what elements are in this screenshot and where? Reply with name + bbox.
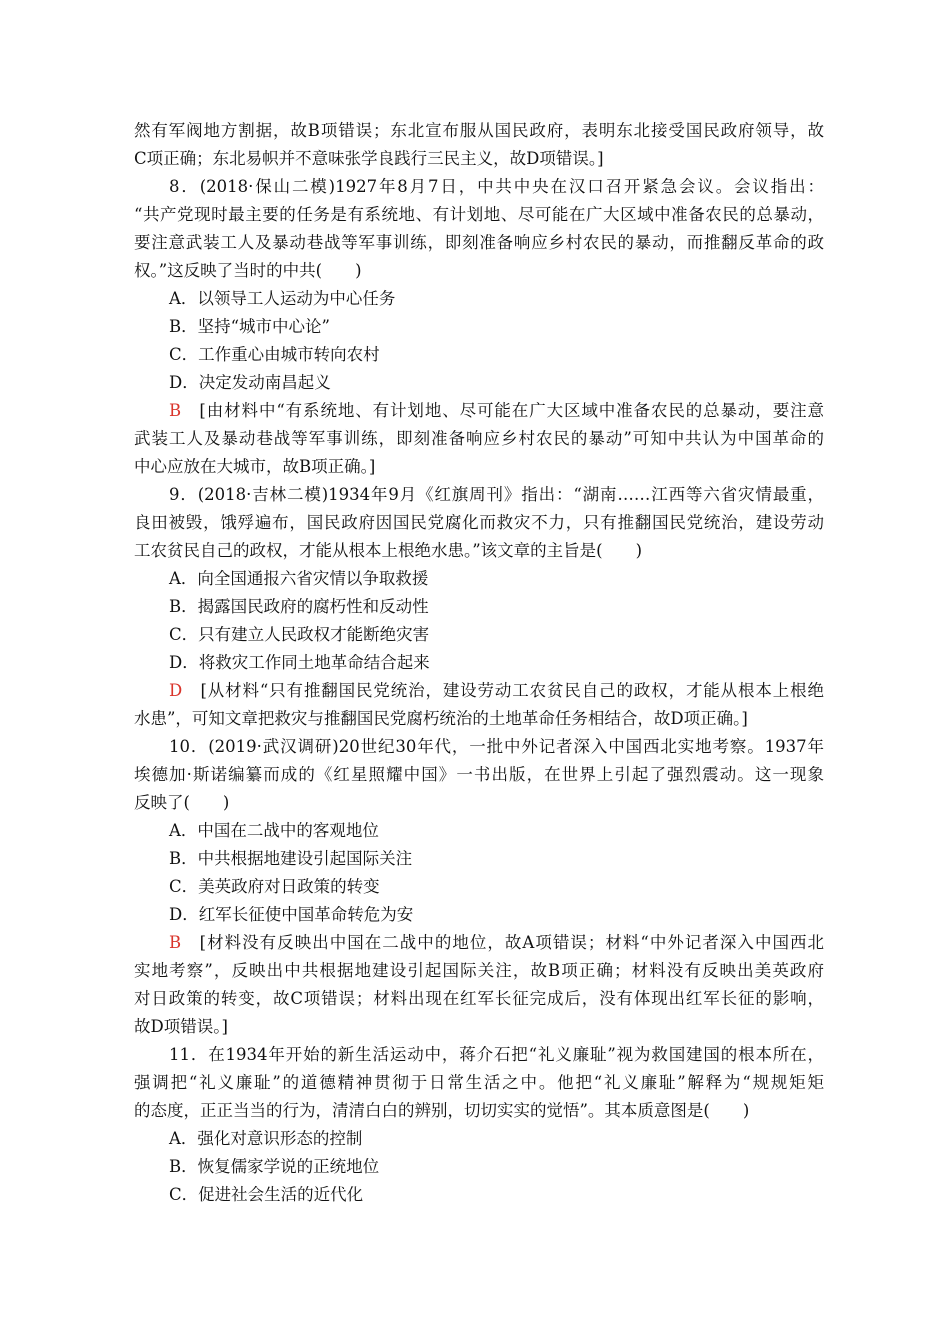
line-text: C．工作重心由城市转向农村: [169, 345, 380, 364]
line-text: 的态度，正正当当的行为，清清白白的辨别，切切实实的觉悟”。其本质意图是( ): [134, 1101, 750, 1120]
line-text: 中心应放在大城市，故B项正确。]: [134, 457, 376, 476]
text-line: [134, 537, 824, 565]
explanation-line: [134, 397, 824, 425]
line-text: D．红军长征使中国革命转危为安: [169, 905, 414, 924]
text-line: [134, 789, 824, 817]
answer-option: [134, 593, 824, 621]
line-text: A．以领导工人运动为中心任务: [169, 289, 396, 308]
line-text: 埃德加·斯诺编纂而成的《红星照耀中国》一书出版，在世界上引起了强烈震动。这一现象: [134, 765, 824, 784]
line-text: [材料没有反映出中国在二战中的地位，故A项错误；材料“中外记者深入中国西北: [181, 933, 824, 952]
answer-key: D: [169, 681, 183, 700]
answer-option: [134, 649, 824, 677]
line-text: 水患”，可知文章把救灾与推翻国民党腐朽统治的土地革命任务相结合，故D项正确。]: [134, 709, 748, 728]
answer-option: [134, 341, 824, 369]
answer-option: [134, 901, 824, 929]
text-line: [134, 761, 824, 789]
line-text: B．恢复儒家学说的正统地位: [169, 1157, 380, 1176]
line-text: 良田被毁，饿殍遍布，国民政府因国民党腐化而救灾不力，只有推翻国民党统治，建设劳动: [134, 513, 824, 532]
text-line: [134, 117, 824, 145]
line-text: C．促进社会生活的近代化: [169, 1185, 364, 1204]
text-line: [134, 201, 824, 229]
answer-option: [134, 1125, 824, 1153]
line-text: 对日政策的转变，故C项错误；材料出现在红军长征完成后，没有体现出红军长征的影响，: [134, 989, 824, 1008]
line-text: [从材料“只有推翻国民党统治，建设劳动工农贫民自己的政权，才能从根本上根绝: [182, 681, 824, 700]
text-line: [134, 705, 824, 733]
text-line: [134, 985, 824, 1013]
text-line: [134, 453, 824, 481]
line-text: 10．(2019·武汉调研)20世纪30年代，一批中外记者深入中国西北实地考察。1937年: [169, 737, 824, 756]
text-line: [134, 509, 824, 537]
line-text: 11．在1934年开始的新生活运动中，蒋介石把“礼义廉耻”视为救国建国的根本所在，: [169, 1045, 824, 1064]
answer-option: [134, 285, 824, 313]
text-line: [134, 145, 824, 173]
line-text: 工农贫民自己的政权，才能从根本上根绝水患。”该文章的主旨是( ): [134, 541, 643, 560]
line-text: 武装工人及暴动巷战等军事训练，即刻准备响应乡村农民的暴动”可知中共认为中国革命的: [134, 429, 824, 448]
line-text: D．将救灾工作同土地革命结合起来: [169, 653, 430, 672]
line-text: 故D项错误。]: [134, 1017, 228, 1036]
answer-option: [134, 369, 824, 397]
line-text: 强调把“礼义廉耻”的道德精神贯彻于日常生活之中。他把“礼义廉耻”解释为“规规矩矩: [134, 1073, 824, 1092]
line-text: C项正确；东北易帜并不意味张学良践行三民主义，故D项错误。]: [134, 149, 604, 168]
line-text: 9．(2018·吉林二模)1934年9月《红旗周刊》指出：“湖南……江西等六省灾情最重，: [169, 485, 824, 504]
line-text: 权。”这反映了当时的中共( ): [134, 261, 362, 280]
text-line: [134, 1069, 824, 1097]
text-line: [134, 425, 824, 453]
question-stem-line: [134, 173, 824, 201]
answer-option: [134, 621, 824, 649]
text-line: [134, 957, 824, 985]
text-line: [134, 257, 824, 285]
line-text: A．向全国通报六省灾情以争取救援: [169, 569, 429, 588]
text-line: [134, 229, 824, 257]
answer-option: [134, 1181, 824, 1209]
line-text: C．只有建立人民政权才能断绝灾害: [169, 625, 430, 644]
explanation-line: [134, 929, 824, 957]
line-text: “共产党现时最主要的任务是有系统地、有计划地、尽可能在广大区域中准备农民的总暴动，: [134, 205, 824, 224]
line-text: 然有军阀地方割据，故B项错误；东北宣布服从国民政府，表明东北接受国民政府领导，故: [134, 121, 824, 140]
line-text: B．中共根据地建设引起国际关注: [169, 849, 413, 868]
line-text: 反映了( ): [134, 793, 230, 812]
line-text: A．中国在二战中的客观地位: [169, 821, 379, 840]
answer-key: B: [169, 933, 182, 952]
question-stem-line: [134, 733, 824, 761]
question-stem-line: [134, 481, 824, 509]
line-text: 8．(2018·保山二模)1927年8月7日，中共中央在汉口召开紧急会议。会议指出：: [169, 177, 824, 196]
line-text: A．强化对意识形态的控制: [169, 1129, 363, 1148]
text-line: [134, 1097, 824, 1125]
line-text: D．决定发动南昌起义: [169, 373, 331, 392]
line-text: 实地考察”，反映出中共根据地建设引起国际关注，故B项正确；材料没有反映出美英政府: [134, 961, 824, 980]
line-text: B．揭露国民政府的腐朽性和反动性: [169, 597, 429, 616]
answer-option: [134, 845, 824, 873]
explanation-line: [134, 677, 824, 705]
line-text: [由材料中“有系统地、有计划地、尽可能在广大区域中准备农民的总暴动，要注意: [181, 401, 824, 420]
document-body: [134, 117, 824, 1209]
line-text: B．坚持“城市中心论”: [169, 317, 330, 336]
answer-option: [134, 873, 824, 901]
line-text: 要注意武装工人及暴动巷战等军事训练，即刻准备响应乡村农民的暴动，而推翻反革命的政: [134, 233, 824, 252]
text-line: [134, 1013, 824, 1041]
answer-option: [134, 313, 824, 341]
question-stem-line: [134, 1041, 824, 1069]
answer-option: [134, 817, 824, 845]
answer-option: [134, 1153, 824, 1181]
line-text: C．美英政府对日政策的转变: [169, 877, 380, 896]
answer-key: B: [169, 401, 182, 420]
answer-option: [134, 565, 824, 593]
